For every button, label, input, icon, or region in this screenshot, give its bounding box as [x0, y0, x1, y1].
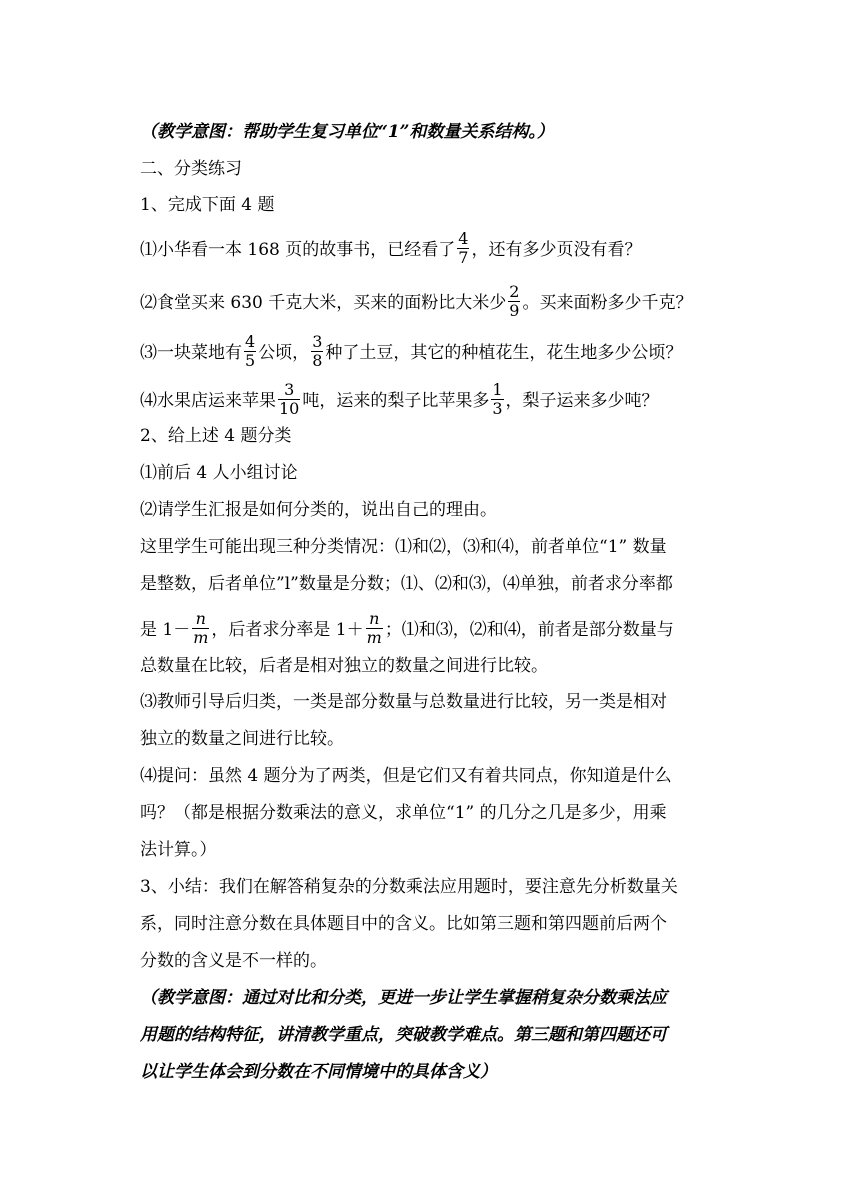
fraction-numerator: 4	[458, 229, 469, 248]
question-4-text-start: ⑷水果店运来苹果	[140, 391, 276, 411]
paragraph-line: 总数量在比较，后者是相对独立的数量之间进行比较。	[140, 656, 548, 676]
fraction-4-7	[457, 230, 469, 267]
paragraph-line: 这里学生可能出现三种分类情况：⑴和⑵，⑶和⑷，前者单位“1” 数量	[140, 537, 667, 557]
teaching-intent-2: （教学意图：通过对比和分类，更进一步让学生掌握稍复杂分数乘法应	[140, 988, 667, 1008]
teaching-intent-1: （教学意图：帮助学生复习单位“1”和数量关系结构。）	[140, 122, 554, 142]
fraction-3-8	[311, 333, 323, 370]
question-3-text-start: ⑶一块菜地有	[140, 343, 242, 363]
task-3-summary-continued: 分数的含义是不一样的。	[140, 951, 327, 971]
question-3-text-end: 种了土豆，其它的种植花生，花生地多少公顷？	[325, 343, 683, 363]
question-1	[140, 229, 642, 269]
fraction-denominator: 7	[458, 248, 469, 267]
step-4-continued: 吗？（都是根据分数乘法的意义，求单位“1” 的几分之几是多少，用乘	[140, 803, 667, 823]
fraction-denominator: m	[193, 628, 209, 647]
fraction-denominator: 5	[245, 351, 256, 370]
teaching-intent-2-continued: 用题的结构特征，讲清教学重点，突破教学难点。第三题和第四题还可	[140, 1025, 667, 1045]
question-3-text-middle: 公顷，	[258, 343, 310, 363]
question-4-text-end: ，梨子运来多少吨？	[505, 391, 659, 411]
paragraph-text: ；⑴和⑶，⑵和⑷，前者是部分数量与	[384, 620, 674, 640]
task-1-heading: 1、完成下面 4 题	[140, 195, 275, 215]
step-3: ⑶教师引导后归类，一类是部分数量与总数量进行比较，另一类是相对	[140, 692, 667, 712]
fraction-denominator: 8	[312, 351, 323, 370]
paragraph-text: ，后者求分率是 1＋	[211, 620, 364, 640]
fraction-numerator: n	[366, 610, 383, 629]
fraction-2-9	[508, 283, 520, 320]
fraction-denominator: 3	[492, 399, 503, 418]
fraction-3-10	[278, 381, 300, 418]
fraction-numerator: 3	[278, 381, 300, 400]
section-heading-classification: 二、分类练习	[140, 159, 242, 179]
question-2-text-start: ⑵食堂买来 630 千克大米，买来的面粉比大米少	[140, 293, 507, 313]
step-4: ⑷提问：虽然 4 题分为了两类，但是它们又有着共同点，你知道是什么	[140, 766, 672, 786]
fraction-1-3	[491, 381, 503, 418]
fraction-numerator: 1	[492, 380, 503, 399]
task-2-heading: 2、给上述 4 题分类	[140, 426, 292, 446]
question-2	[140, 282, 693, 322]
fraction-denominator: 9	[509, 301, 520, 320]
question-4	[140, 380, 659, 420]
question-1-text-start: ⑴小华看一本 168 页的故事书，已经看了	[140, 240, 456, 260]
fraction-numerator: 3	[312, 332, 323, 351]
fraction-n-m	[366, 610, 383, 647]
step-2: ⑵请学生汇报是如何分类的，说出自己的理由。	[140, 500, 497, 520]
step-4-continued: 法计算。）	[140, 840, 217, 860]
question-1-text-end: ，还有多少页没有看？	[471, 240, 642, 260]
question-3	[140, 332, 683, 372]
fraction-denominator: 10	[279, 399, 300, 418]
fraction-denominator: m	[366, 628, 382, 647]
question-2-text-end: 。买来面粉多少千克？	[522, 293, 693, 313]
teaching-intent-2-continued: 以让学生体会到分数在不同情境中的具体含义）	[140, 1062, 497, 1082]
fraction-n-m	[192, 610, 209, 647]
task-3-summary: 3、小结：我们在解答稍复杂的分数乘法应用题时，要注意先分析数量关	[140, 877, 678, 897]
fraction-4-5	[244, 333, 256, 370]
fraction-numerator: 2	[509, 282, 520, 301]
fraction-numerator: 4	[245, 332, 256, 351]
question-4-text-middle: 吨，运来的梨子比苹果多	[302, 391, 490, 411]
fraction-numerator: n	[192, 610, 209, 629]
paragraph-line	[140, 609, 674, 649]
step-3-continued: 独立的数量之间进行比较。	[140, 729, 344, 749]
paragraph-line: 是整数，后者单位”l”数量是分数；⑴、⑵和⑶，⑷单独，前者求分率都	[140, 574, 673, 594]
step-1: ⑴前后 4 人小组讨论	[140, 463, 298, 483]
paragraph-text: 是 1－	[140, 620, 191, 640]
task-3-summary-continued: 系，同时注意分数在具体题目中的含义。比如第三题和第四题前后两个	[140, 914, 667, 934]
